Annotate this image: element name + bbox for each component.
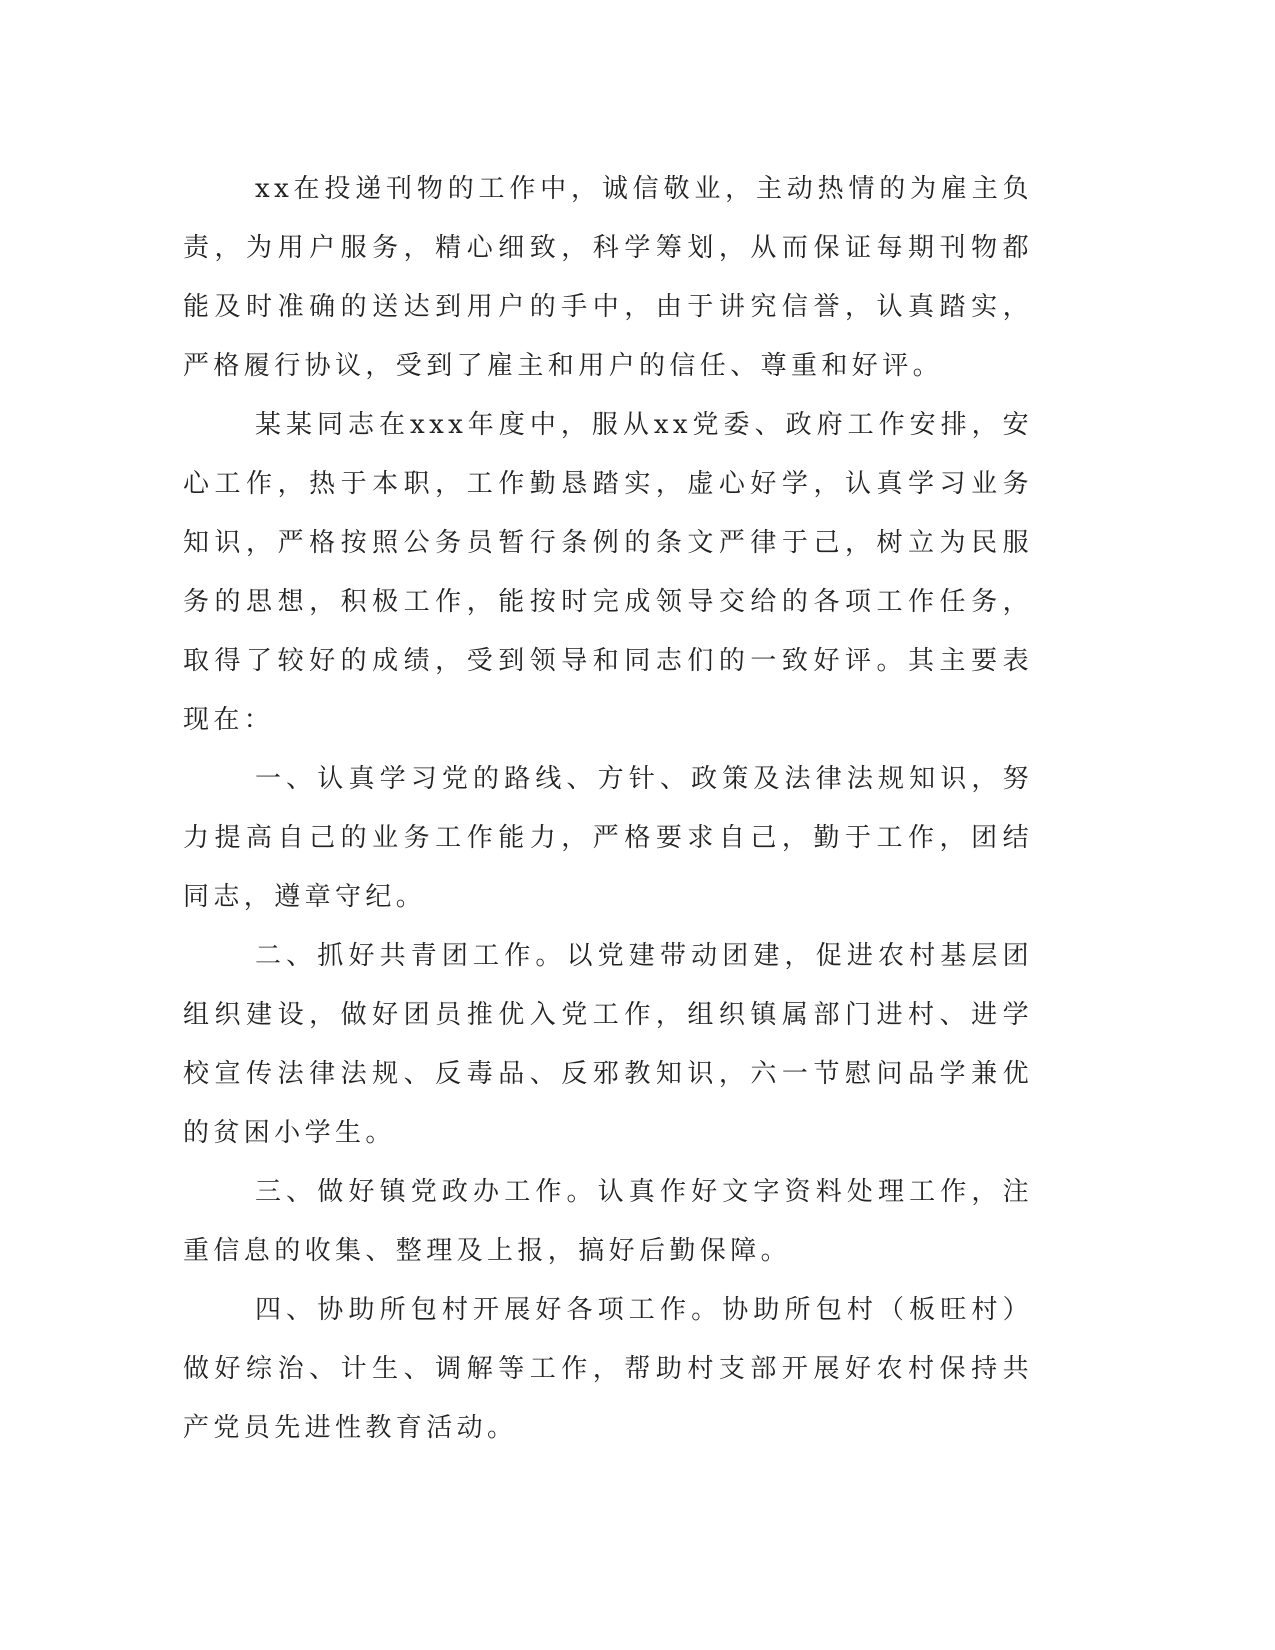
paragraph-annual-summary: 某某同志在xxx年度中，服从xx党委、政府工作安排，安心工作，热于本职，工作勤恳踏实，虚心好学，认真学习业务知识，严格按照公务员暂行条例的条文严律于己，树立为民服务的思想，积极工作，能按时完成领导交给的各项工作任务，取得了较好的成绩，受到领导和同志们的一致好评。其主要表现在： [183, 410, 1033, 735]
paragraph-point-two: 二、抓好共青团工作。以党建带动团建，促进农村基层团组织建设，做好团员推优入党工作，组织镇属部门进村、进学校宣传法律法规、反毒品、反邪教知识，六一节慰问品学兼优的贫困小学生。 [183, 941, 1033, 1148]
paragraph-point-four: 四、协助所包村开展好各项工作。协助所包村（板旺村）做好综治、计生、调解等工作，帮助村支部开展好农村保持共产党员先进性教育活动。 [183, 1295, 1033, 1443]
paragraph-newspaper-delivery: xx在投递刊物的工作中，诚信敬业，主动热情的为雇主负责，为用户服务，精心细致，科学筹划，从而保证每期刊物都能及时准确的送达到用户的手中，由于讲究信誉，认真踏实，严格履行协议，受到了雇主和用户的信任、尊重和好评。 [183, 174, 1033, 381]
document-body [183, 160, 1033, 1458]
paragraph-point-one: 一、认真学习党的路线、方针、政策及法律法规知识，努力提高自己的业务工作能力，严格要求自己，勤于工作，团结同志，遵章守纪。 [183, 764, 1033, 912]
paragraph-point-three: 三、做好镇党政办工作。认真作好文字资料处理工作，注重信息的收集、整理及上报，搞好后勤保障。 [183, 1177, 1033, 1266]
